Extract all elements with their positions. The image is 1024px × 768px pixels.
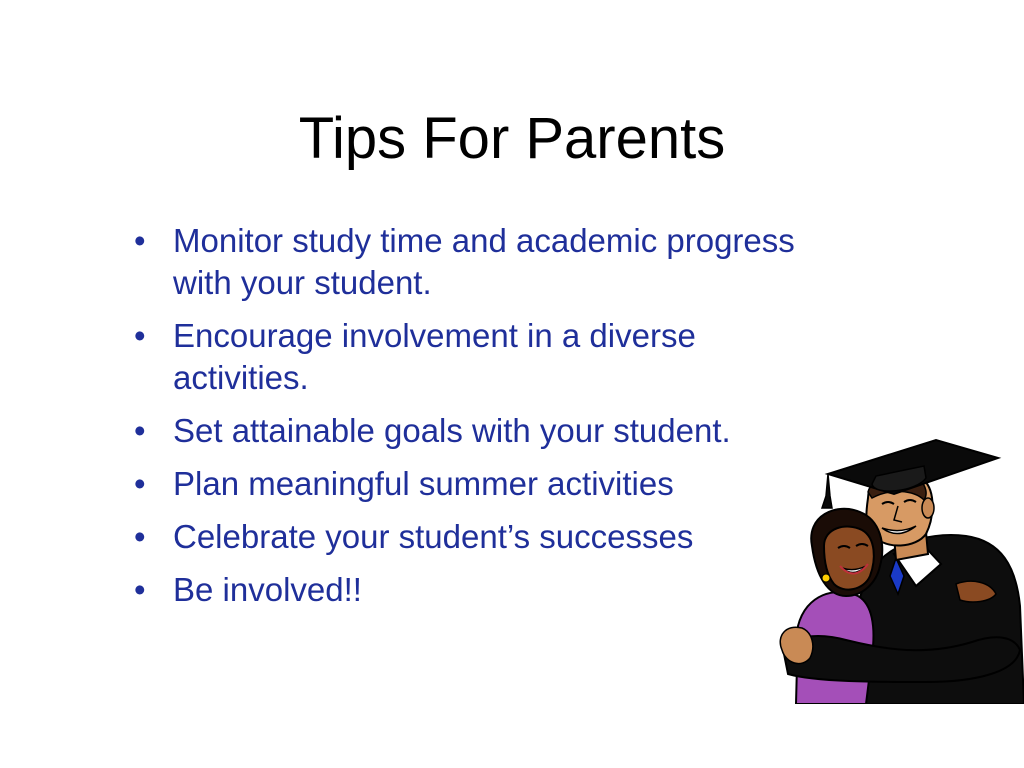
bullet-text: Monitor study time and academic progress with your student. [173,222,795,301]
bullet-marker: • [134,317,146,354]
bullet-text: Encourage involvement in a diverse activities. [173,317,696,396]
bullet-item [134,220,834,304]
bullet-marker: • [134,465,146,502]
bullet-text: Celebrate your student’s successes [173,518,694,555]
bullet-item [134,463,834,505]
bullet-list [134,220,834,622]
slide-title: Tips For Parents [298,106,726,171]
bullet-text: Plan meaningful summer activities [173,465,674,502]
bullet-item [134,569,834,611]
bullet-marker: • [134,222,146,259]
graduation-hug-clipart-icon [776,436,1024,704]
bullet-marker: • [134,571,146,608]
bullet-item [134,315,834,399]
bullet-item [134,516,834,558]
bullet-marker: • [134,518,146,555]
bullet-text: Be involved!! [173,571,362,608]
bullet-item [134,410,834,452]
bullet-marker: • [134,412,146,449]
bullet-text: Set attainable goals with your student. [173,412,731,449]
